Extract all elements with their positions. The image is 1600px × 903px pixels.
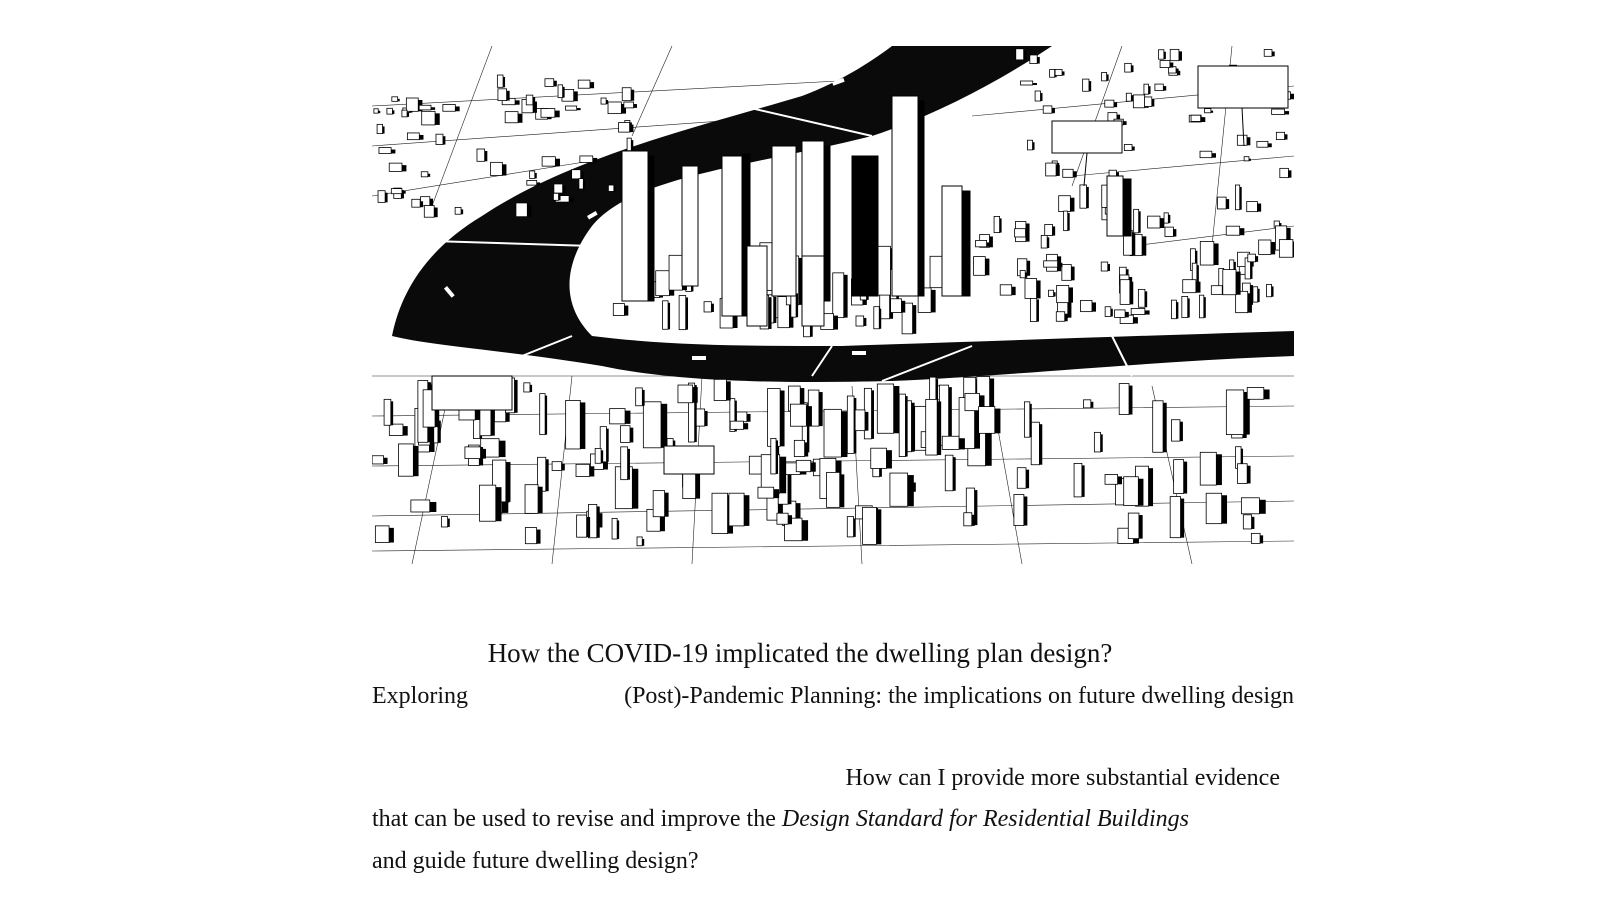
page-title: How the COVID-19 implicated the dwelling plan design? — [487, 638, 1113, 668]
question-line-1: How can I provide more substantial evidence — [845, 765, 1280, 791]
subtitle-left: Exploring — [372, 683, 468, 709]
question-line-2-prefix: that can be used to revise and improve the — [372, 806, 782, 832]
subtitle-right: (Post)-Pandemic Planning: the implications on future dwelling design — [624, 683, 1294, 709]
question-line-2 — [372, 803, 1294, 835]
design-standard-title: Design Standard for Residential Buildings — [781, 806, 1189, 832]
city-drawing-svg — [372, 46, 1294, 564]
subtitle — [372, 680, 1294, 712]
question-line-3: and guide future dwelling design? — [372, 848, 699, 874]
city-axonometric-illustration — [372, 46, 1294, 564]
